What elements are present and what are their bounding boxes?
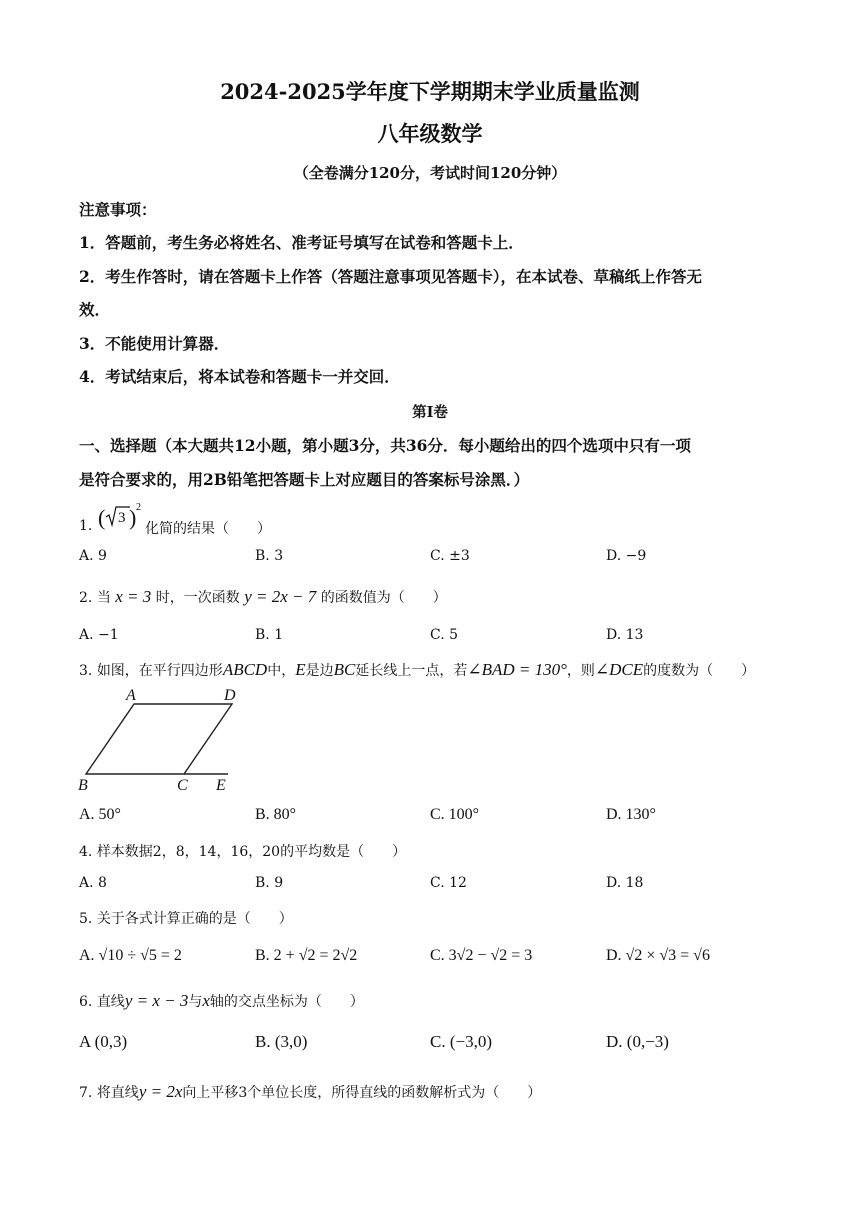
notes-heading: 注意事项： bbox=[79, 200, 157, 219]
stem-text: 样本数据2，8，14，16，20的平均数是（ ） bbox=[96, 844, 407, 860]
stem-text: 中， bbox=[267, 663, 296, 679]
option-b[interactable]: B. (3,0) bbox=[255, 1032, 308, 1051]
question-stem bbox=[79, 660, 755, 680]
option-b[interactable]: B. 80° bbox=[255, 806, 297, 823]
question-number: 6. bbox=[79, 994, 93, 1010]
sqrt3-squared-graphic bbox=[97, 500, 143, 534]
note-item: 效． bbox=[79, 300, 111, 319]
stem-text: 直线 bbox=[96, 994, 125, 1010]
note-item: 1．答题前，考生务必将姓名、准考证号填写在试卷和答题卡上． bbox=[79, 233, 524, 252]
option-c[interactable]: C. ±3 bbox=[430, 548, 470, 564]
stem-text: 时，一次函数 bbox=[155, 590, 240, 606]
stem-text: 向上平移3个单位长度，所得直线的函数解析式为（ ） bbox=[182, 1085, 542, 1101]
stem-text: 将直线 bbox=[96, 1085, 139, 1101]
parallelogram-abcd bbox=[86, 704, 232, 774]
stem-text: 的函数值为（ ） bbox=[320, 590, 447, 606]
math-inline: x = 3 bbox=[115, 587, 152, 606]
question-number: 3. bbox=[79, 663, 93, 679]
stem-text: ，则 bbox=[566, 663, 595, 679]
label-b: B bbox=[78, 777, 88, 794]
question-number: 1. bbox=[79, 518, 93, 534]
math-inline: ∠BAD = 130° bbox=[467, 660, 567, 679]
question-stem bbox=[79, 587, 447, 607]
label-a: A bbox=[126, 687, 136, 704]
option-c[interactable]: C. (−3,0) bbox=[430, 1032, 492, 1051]
question-stem bbox=[79, 908, 293, 928]
exam-info: （全卷满分120分，考试时间120分钟） bbox=[293, 164, 567, 182]
stem-text: 的度数为（ ） bbox=[643, 663, 756, 679]
option-d[interactable]: D. √2 × √3 = √6 bbox=[606, 947, 710, 964]
math-inline: BC bbox=[333, 660, 356, 679]
parallelogram-figure bbox=[76, 686, 256, 796]
stem-text: 当 bbox=[96, 590, 111, 606]
option-b[interactable]: B. 2 + √2 = 2√2 bbox=[255, 947, 358, 964]
stem-text: 延长线上一点，若 bbox=[355, 663, 468, 679]
math-inline: y = x − 3 bbox=[124, 991, 189, 1010]
option-d[interactable]: D. −9 bbox=[606, 548, 647, 564]
section-instruction: 是符合要求的，用2B铅笔把答题卡上对应题目的答案标号涂黑．） bbox=[79, 470, 530, 489]
math-expression bbox=[97, 500, 143, 538]
label-d: D bbox=[224, 687, 236, 704]
math-inline: y = 2x bbox=[138, 1082, 183, 1101]
question-number: 5. bbox=[79, 911, 93, 927]
option-c[interactable]: C. 3√2 − √2 = 3 bbox=[430, 947, 533, 964]
question-stem bbox=[79, 1082, 541, 1102]
option-a[interactable]: A. 9 bbox=[79, 548, 107, 564]
label-e: E bbox=[216, 777, 226, 794]
question-number: 2. bbox=[79, 590, 93, 606]
note-item: 4．考试结束后，将本试卷和答题卡一并交回． bbox=[79, 367, 400, 386]
option-d[interactable]: D. (0,−3) bbox=[606, 1032, 669, 1051]
option-d[interactable]: D. 13 bbox=[606, 627, 644, 643]
section-instruction: 一、选择题（本大题共12小题，第小题3分，共36分．每小题给出的四个选项中只有一项 bbox=[79, 436, 691, 455]
part-title: 第I卷 bbox=[412, 404, 448, 421]
svg-text:(: ( bbox=[98, 505, 106, 530]
math-inline: ∠DCE bbox=[594, 660, 644, 679]
option-a[interactable]: A. 8 bbox=[79, 875, 107, 891]
option-b[interactable]: B. 3 bbox=[255, 548, 284, 564]
svg-text:3: 3 bbox=[118, 510, 126, 526]
note-item: 3．不能使用计算器． bbox=[79, 334, 230, 353]
question-stem bbox=[79, 841, 406, 861]
option-d[interactable]: D. 130° bbox=[606, 806, 656, 823]
svg-text:2: 2 bbox=[136, 502, 141, 513]
stem-text: 与 bbox=[188, 994, 203, 1010]
stem-text: 是边 bbox=[305, 663, 334, 679]
note-item: 2．考生作答时，请在答题卡上作答（答题注意事项见答题卡），在本试卷、草稿纸上作答无 bbox=[79, 267, 703, 286]
option-d[interactable]: D. 18 bbox=[606, 875, 644, 891]
option-b[interactable]: B. 1 bbox=[255, 627, 284, 643]
question-number: 7. bbox=[79, 1085, 93, 1101]
math-inline: E bbox=[295, 660, 306, 679]
exam-subtitle: 八年级数学 bbox=[377, 121, 483, 146]
stem-text: 轴的交点坐标为（ ） bbox=[209, 994, 364, 1010]
option-b[interactable]: B. 9 bbox=[255, 875, 284, 891]
stem-text: 如图，在平行四边形 bbox=[96, 663, 223, 679]
question-number: 4. bbox=[79, 844, 93, 860]
svg-text:): ) bbox=[129, 505, 137, 530]
exam-title: 2024-2025学年度下学期期末学业质量监测 bbox=[220, 79, 640, 104]
option-a[interactable]: A (0,3) bbox=[79, 1032, 128, 1051]
math-inline: y = 2x − 7 bbox=[244, 587, 317, 606]
option-c[interactable]: C. 12 bbox=[430, 875, 467, 891]
option-c[interactable]: C. 5 bbox=[430, 627, 459, 643]
option-a[interactable]: A. −1 bbox=[79, 627, 119, 643]
option-c[interactable]: C. 100° bbox=[430, 806, 480, 823]
math-inline: ABCD bbox=[222, 660, 268, 679]
option-a[interactable]: A. 50° bbox=[79, 806, 121, 823]
question-stem bbox=[79, 991, 364, 1011]
question-stem: 化简的结果（ ） bbox=[145, 521, 271, 537]
stem-text: 关于各式计算正确的是（ ） bbox=[96, 911, 293, 927]
math-inline: x bbox=[202, 991, 210, 1010]
label-c: C bbox=[177, 777, 188, 794]
option-a[interactable]: A. √10 ÷ √5 = 2 bbox=[79, 947, 182, 964]
